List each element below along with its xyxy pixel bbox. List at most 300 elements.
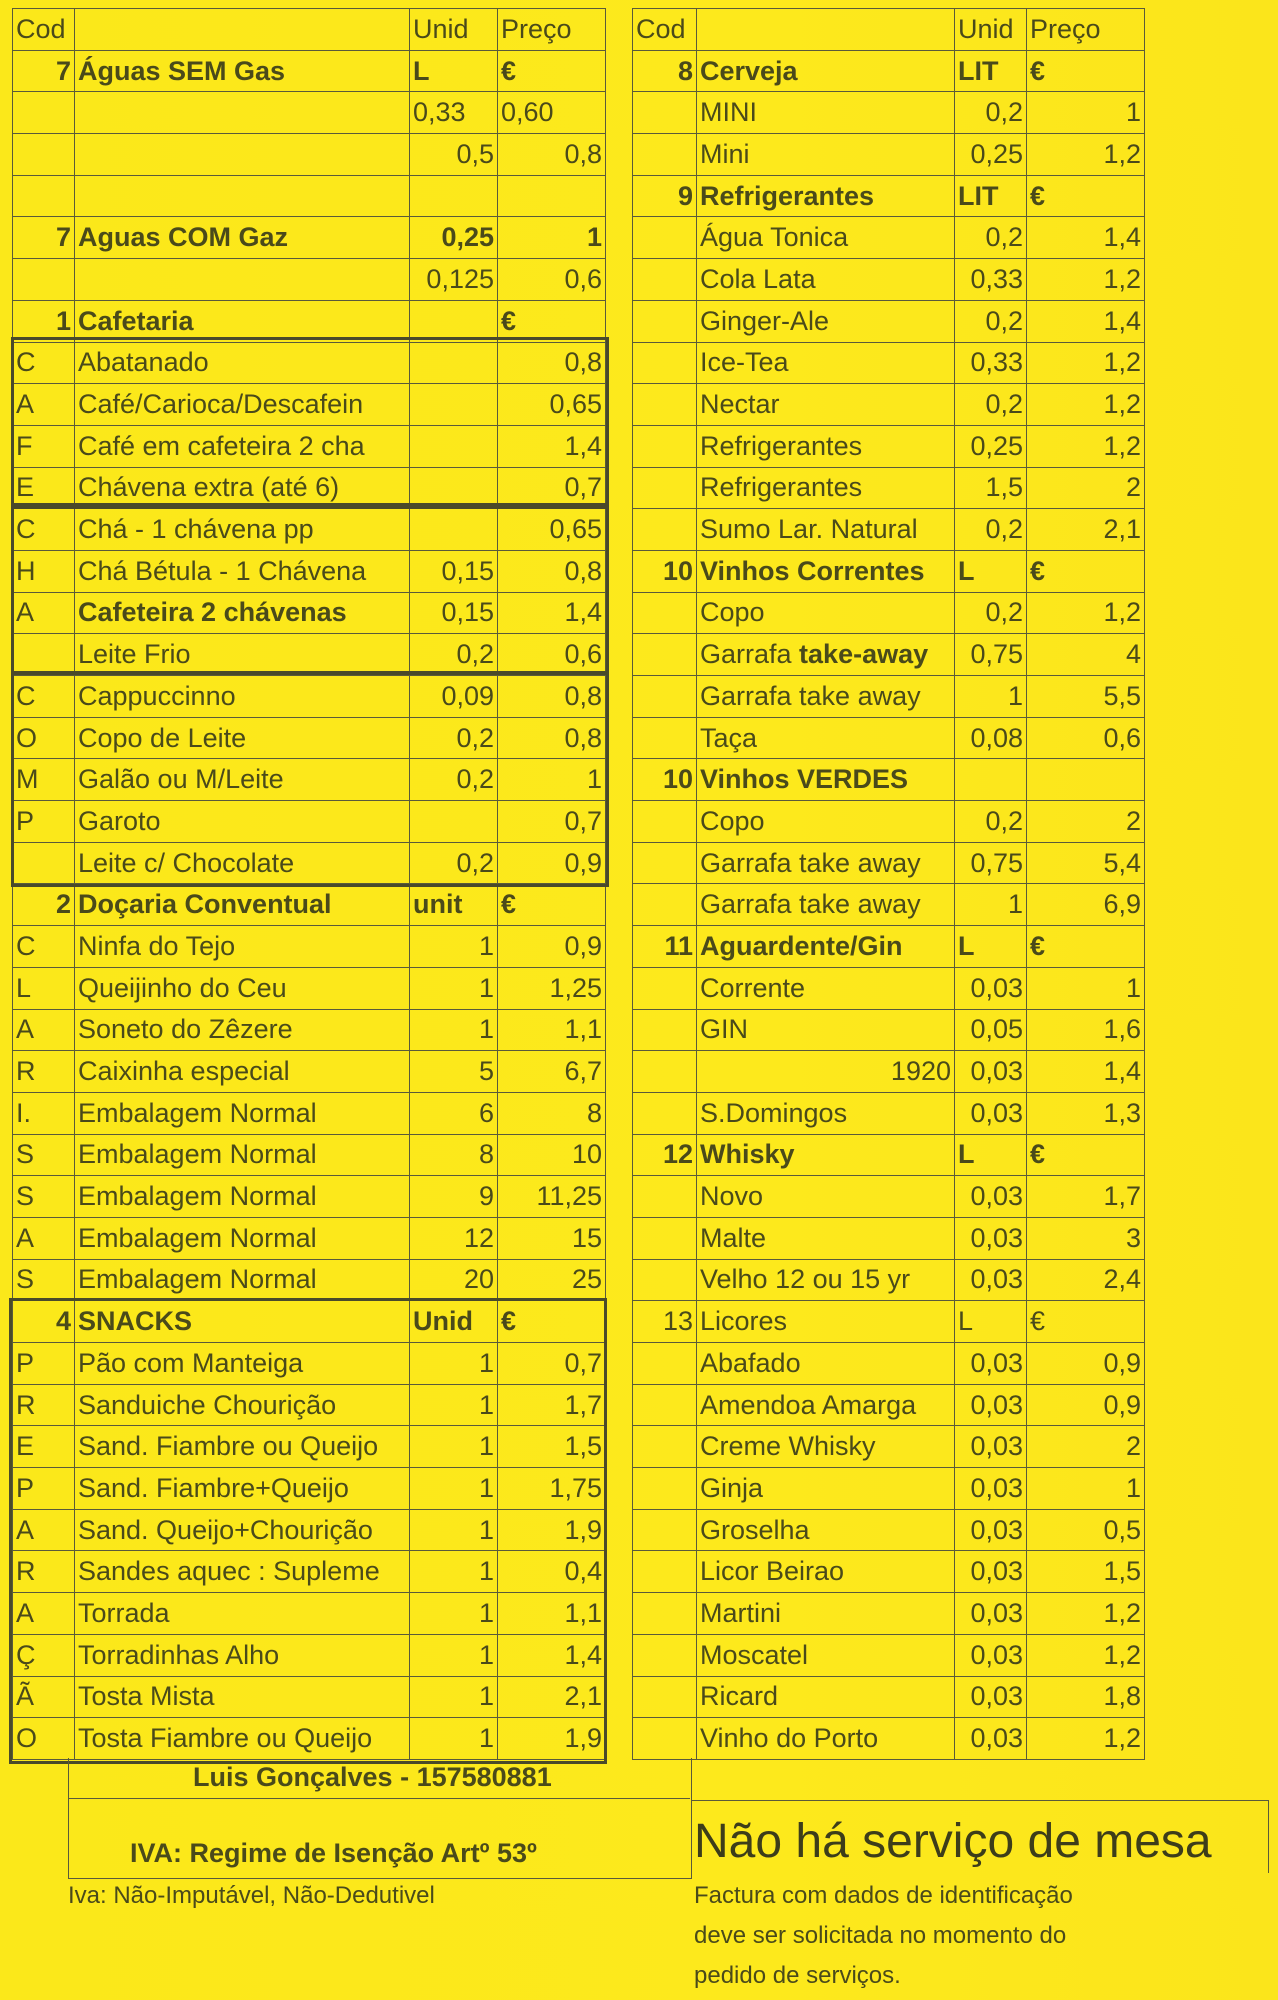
section-row [13, 50, 606, 92]
unit-cell: 1 [410, 1343, 498, 1385]
price-cell: 1,4 [1027, 300, 1145, 342]
code-cell [633, 92, 697, 134]
unit-cell: L [955, 550, 1027, 592]
header-row [633, 9, 1145, 51]
unit-cell: 0,2 [410, 842, 498, 884]
price-cell: 2,4 [1027, 1259, 1145, 1301]
price-cell: € [1027, 550, 1145, 592]
code-cell: S [13, 1134, 75, 1176]
code-cell [633, 1092, 697, 1134]
item-row [633, 801, 1145, 843]
item-row [13, 926, 606, 968]
iva-regime-text: IVA: Regime de Isenção Artº 53º [130, 1838, 537, 1868]
item-row [633, 1384, 1145, 1426]
item-row [13, 1134, 606, 1176]
name-cell: Chá - 1 chávena pp [75, 509, 410, 551]
price-cell: 1,2 [1027, 1593, 1145, 1635]
unit-cell: 1 [410, 1676, 498, 1718]
item-row [13, 1176, 606, 1218]
price-cell: 0,7 [498, 1343, 606, 1385]
unit-cell: 0,03 [955, 1551, 1027, 1593]
item-row [13, 842, 606, 884]
price-cell: 1 [1027, 1468, 1145, 1510]
name-text: Garrafa [700, 639, 800, 670]
price-cell: 0,4 [498, 1551, 606, 1593]
price-cell: € [498, 50, 606, 92]
price-cell: 1,1 [498, 1009, 606, 1051]
name-cell: Sand. Fiambre+Queijo [75, 1468, 410, 1510]
price-cell: 1,2 [1027, 342, 1145, 384]
code-cell [633, 592, 697, 634]
unit-cell: 6 [410, 1092, 498, 1134]
item-row [13, 550, 606, 592]
name-cell: Aguas COM Gaz [75, 217, 410, 259]
unit-cell [410, 425, 498, 467]
name-bold-text: take-away [799, 639, 929, 670]
section-row [633, 926, 1145, 968]
price-cell: 0,65 [498, 509, 606, 551]
code-cell: Cod [633, 9, 697, 51]
item-row [633, 1551, 1145, 1593]
code-cell [633, 1718, 697, 1760]
unit-cell: 1 [410, 1468, 498, 1510]
code-cell [13, 842, 75, 884]
name-cell: Embalagem Normal [75, 1176, 410, 1218]
price-cell: 1,7 [498, 1384, 606, 1426]
price-cell: 0,7 [498, 801, 606, 843]
item-row [633, 467, 1145, 509]
unit-cell: 0,08 [955, 717, 1027, 759]
left-price-table [12, 8, 606, 1760]
item-row [633, 1426, 1145, 1468]
price-cell: 0,9 [498, 926, 606, 968]
price-cell [1027, 759, 1145, 801]
name-cell: Cappuccinno [75, 676, 410, 718]
unit-cell: unit [410, 884, 498, 926]
price-cell: € [1027, 1134, 1145, 1176]
owner-text: Luis Gonçalves - 157580881 [193, 1762, 552, 1792]
code-cell [13, 175, 75, 217]
price-cell: 3 [1027, 1217, 1145, 1259]
unit-cell: 1 [955, 884, 1027, 926]
code-cell [633, 801, 697, 843]
name-cell [75, 92, 410, 134]
code-cell [633, 676, 697, 718]
item-row [633, 676, 1145, 718]
item-row [633, 842, 1145, 884]
code-cell [633, 717, 697, 759]
price-cell: 2 [1027, 467, 1145, 509]
code-cell [633, 1259, 697, 1301]
price-cell: 6,7 [498, 1051, 606, 1093]
price-cell: 1,2 [1027, 259, 1145, 301]
unit-cell: 0,25 [955, 425, 1027, 467]
code-cell [633, 1384, 697, 1426]
code-cell: R [13, 1551, 75, 1593]
price-cell: 1,5 [1027, 1551, 1145, 1593]
unit-cell: 0,03 [955, 967, 1027, 1009]
price-cell: 1,5 [498, 1426, 606, 1468]
name-cell: Doçaria Conventual [75, 884, 410, 926]
price-cell: € [1027, 1301, 1145, 1343]
price-cell: 2,1 [498, 1676, 606, 1718]
item-row [13, 1551, 606, 1593]
price-cell: Preço [1027, 9, 1145, 51]
section-row [13, 1301, 606, 1343]
item-row [633, 717, 1145, 759]
price-cell: 4 [1027, 634, 1145, 676]
code-cell: R [13, 1384, 75, 1426]
code-cell: A [13, 1509, 75, 1551]
price-cell: 5,5 [1027, 676, 1145, 718]
unit-cell [410, 467, 498, 509]
item-row [633, 259, 1145, 301]
unit-cell: 20 [410, 1259, 498, 1301]
name-cell: Sand. Fiambre ou Queijo [75, 1426, 410, 1468]
name-cell: S.Domingos [697, 1092, 955, 1134]
unit-cell: 0,2 [955, 509, 1027, 551]
unit-cell [410, 801, 498, 843]
name-cell: Torradinhas Alho [75, 1634, 410, 1676]
name-cell [75, 134, 410, 176]
price-cell: 1,3 [1027, 1092, 1145, 1134]
name-cell: Velho 12 ou 15 yr [697, 1259, 955, 1301]
unit-cell: 0,25 [955, 134, 1027, 176]
code-cell: 9 [633, 175, 697, 217]
code-cell [633, 1176, 697, 1218]
item-row [13, 1051, 606, 1093]
price-cell: 1,4 [498, 1634, 606, 1676]
iva-note-text: Iva: Não-Imputável, Não-Dedutivel [68, 1882, 435, 1909]
item-row [13, 1092, 606, 1134]
name-cell: Licores [697, 1301, 955, 1343]
code-cell: P [13, 801, 75, 843]
name-cell: MINI [697, 92, 955, 134]
item-row [633, 384, 1145, 426]
unit-cell: 1 [410, 926, 498, 968]
code-cell [633, 842, 697, 884]
name-cell: Torrada [75, 1593, 410, 1635]
unit-cell: 1 [410, 1426, 498, 1468]
code-cell [633, 134, 697, 176]
unit-cell: 1 [410, 1593, 498, 1635]
unit-cell: 1,5 [955, 467, 1027, 509]
item-row [13, 1593, 606, 1635]
name-cell [75, 259, 410, 301]
name-cell: Groselha [697, 1509, 955, 1551]
footer-divider [68, 1798, 690, 1799]
price-cell: 1 [498, 759, 606, 801]
unit-cell: 0,03 [955, 1468, 1027, 1510]
code-cell: F [13, 425, 75, 467]
code-cell [633, 425, 697, 467]
code-cell: S [13, 1259, 75, 1301]
name-cell: Vinhos Correntes [697, 550, 955, 592]
code-cell: I. [13, 1092, 75, 1134]
section-row [633, 1301, 1145, 1343]
name-cell: Café em cafeteira 2 cha [75, 425, 410, 467]
no-table-service-text: Não há serviço de mesa [694, 1815, 1212, 1868]
item-row [13, 1468, 606, 1510]
unit-cell: 1 [410, 1718, 498, 1760]
name-cell: Embalagem Normal [75, 1259, 410, 1301]
unit-cell: 0,2 [410, 759, 498, 801]
unit-cell [410, 509, 498, 551]
unit-cell: 0,05 [955, 1009, 1027, 1051]
item-row [13, 1259, 606, 1301]
name-cell: Creme Whisky [697, 1426, 955, 1468]
code-cell: 13 [633, 1301, 697, 1343]
unit-cell: 1 [955, 676, 1027, 718]
code-cell: 2 [13, 884, 75, 926]
unit-cell: 5 [410, 1051, 498, 1093]
price-cell: 1,8 [1027, 1676, 1145, 1718]
item-row [13, 1384, 606, 1426]
unit-cell: 0,15 [410, 550, 498, 592]
unit-cell: 0,03 [955, 1593, 1027, 1635]
price-cell: 10 [498, 1134, 606, 1176]
price-cell: 0,8 [498, 717, 606, 759]
code-cell: 8 [633, 50, 697, 92]
unit-cell [410, 384, 498, 426]
section-row [633, 175, 1145, 217]
price-cell: 1,9 [498, 1718, 606, 1760]
unit-cell: 0,03 [955, 1634, 1027, 1676]
code-cell: A [13, 592, 75, 634]
right-price-table [632, 8, 1145, 1760]
unit-cell: 0,03 [955, 1384, 1027, 1426]
name-cell: Cerveja [697, 50, 955, 92]
name-cell: GIN [697, 1009, 955, 1051]
name-cell: Refrigerantes [697, 175, 955, 217]
price-cell [498, 175, 606, 217]
code-cell: E [13, 1426, 75, 1468]
code-cell: Ç [13, 1634, 75, 1676]
price-cell: 0,9 [498, 842, 606, 884]
code-cell [633, 1051, 697, 1093]
code-cell [633, 1468, 697, 1510]
name-cell: Malte [697, 1217, 955, 1259]
unit-cell: 0,33 [955, 342, 1027, 384]
item-row [13, 1676, 606, 1718]
item-row [633, 425, 1145, 467]
item-row [13, 1009, 606, 1051]
code-cell: A [13, 1217, 75, 1259]
code-cell [13, 259, 75, 301]
price-cell: 0,9 [1027, 1384, 1145, 1426]
name-cell: Garoto [75, 801, 410, 843]
unit-cell: 1 [410, 1384, 498, 1426]
name-cell: Amendoa Amarga [697, 1384, 955, 1426]
unit-cell: 0,09 [410, 676, 498, 718]
name-cell: Vinho do Porto [697, 1718, 955, 1760]
price-cell: € [1027, 175, 1145, 217]
code-cell [633, 509, 697, 551]
price-cell: 1 [498, 217, 606, 259]
price-cell: 15 [498, 1217, 606, 1259]
code-cell: P [13, 1468, 75, 1510]
price-cell: 1,2 [1027, 134, 1145, 176]
code-cell: L [13, 967, 75, 1009]
name-cell: Novo [697, 1176, 955, 1218]
section-row [13, 884, 606, 926]
code-cell [13, 634, 75, 676]
item-row [13, 676, 606, 718]
price-cell: 1,9 [498, 1509, 606, 1551]
code-cell [633, 884, 697, 926]
price-cell: 6,9 [1027, 884, 1145, 926]
code-cell [633, 1551, 697, 1593]
unit-cell: 0,2 [955, 92, 1027, 134]
unit-cell: 0,75 [955, 842, 1027, 884]
name-cell: Ricard [697, 1676, 955, 1718]
item-row [633, 300, 1145, 342]
item-row [633, 1176, 1145, 1218]
name-cell: Sanduiche Chourição [75, 1384, 410, 1426]
name-cell: Leite c/ Chocolate [75, 842, 410, 884]
item-row [633, 967, 1145, 1009]
price-cell: 2,1 [1027, 509, 1145, 551]
unit-cell: 0,2 [955, 384, 1027, 426]
unit-cell: L [955, 1301, 1027, 1343]
price-cell: 1,6 [1027, 1009, 1145, 1051]
price-cell: 0,8 [498, 134, 606, 176]
unit-cell: 0,03 [955, 1176, 1027, 1218]
name-cell: Moscatel [697, 1634, 955, 1676]
unit-cell: 0,2 [410, 634, 498, 676]
unit-cell: LIT [955, 175, 1027, 217]
unit-cell: 0,125 [410, 259, 498, 301]
name-cell: Martini [697, 1593, 955, 1635]
code-cell: P [13, 1343, 75, 1385]
unit-cell: L [955, 1134, 1027, 1176]
name-cell: Queijinho do Ceu [75, 967, 410, 1009]
unit-cell: 8 [410, 1134, 498, 1176]
unit-cell: 1 [410, 967, 498, 1009]
name-cell: Copo [697, 801, 955, 843]
item-row [13, 592, 606, 634]
unit-cell: 0,03 [955, 1343, 1027, 1385]
item-row [633, 1509, 1145, 1551]
name-cell: Refrigerantes [697, 467, 955, 509]
item-row [13, 967, 606, 1009]
name-cell: Vinhos VERDES [697, 759, 955, 801]
price-cell: € [1027, 926, 1145, 968]
name-cell: 1920 [697, 1051, 955, 1093]
section-row [633, 550, 1145, 592]
code-cell: C [13, 926, 75, 968]
section-row [633, 759, 1145, 801]
unit-cell: 0,03 [955, 1718, 1027, 1760]
code-cell: 12 [633, 1134, 697, 1176]
price-cell: 0,9 [1027, 1343, 1145, 1385]
name-cell: Soneto do Zêzere [75, 1009, 410, 1051]
unit-cell: 0,03 [955, 1092, 1027, 1134]
name-cell [697, 634, 955, 676]
name-cell: Licor Beirao [697, 1551, 955, 1593]
unit-cell: 12 [410, 1217, 498, 1259]
code-cell: 10 [633, 759, 697, 801]
item-row [633, 92, 1145, 134]
name-cell: Cola Lata [697, 259, 955, 301]
item-row [13, 342, 606, 384]
unit-cell: 0,2 [955, 300, 1027, 342]
item-row [13, 1634, 606, 1676]
unit-cell: L [410, 50, 498, 92]
invoice-note-line-1: Factura com dados de identificação [694, 1882, 1073, 1909]
item-row [13, 1509, 606, 1551]
name-cell: Ice-Tea [697, 342, 955, 384]
code-cell: 7 [13, 217, 75, 259]
item-row [633, 592, 1145, 634]
price-cell: 0,8 [498, 342, 606, 384]
price-cell: 0,60 [498, 92, 606, 134]
item-row [13, 92, 606, 134]
code-cell [633, 259, 697, 301]
name-cell: Pão com Manteiga [75, 1343, 410, 1385]
price-cell: 8 [498, 1092, 606, 1134]
unit-cell: 0,33 [410, 92, 498, 134]
name-cell: Taça [697, 717, 955, 759]
price-cell: € [498, 1301, 606, 1343]
name-cell: Mini [697, 134, 955, 176]
item-row [633, 1217, 1145, 1259]
price-cell: 0,65 [498, 384, 606, 426]
name-cell: Leite Frio [75, 634, 410, 676]
unit-cell: 1 [410, 1551, 498, 1593]
price-cell: 1 [1027, 92, 1145, 134]
unit-cell: L [955, 926, 1027, 968]
price-cell: 1,2 [1027, 425, 1145, 467]
unit-cell: Unid [955, 9, 1027, 51]
code-cell [633, 1343, 697, 1385]
code-cell: S [13, 1176, 75, 1218]
price-cell: 1,25 [498, 967, 606, 1009]
price-cell: € [1027, 50, 1145, 92]
price-cell: 1,7 [1027, 1176, 1145, 1218]
code-cell [633, 342, 697, 384]
unit-cell: 0,03 [955, 1426, 1027, 1468]
code-cell [633, 1009, 697, 1051]
header-row [13, 9, 606, 51]
item-row [633, 1676, 1145, 1718]
price-cell: € [498, 300, 606, 342]
name-cell: Tosta Fiambre ou Queijo [75, 1718, 410, 1760]
item-row [633, 634, 1145, 676]
name-cell: Cafeteira 2 chávenas [75, 592, 410, 634]
item-row [633, 217, 1145, 259]
name-cell: Ginja [697, 1468, 955, 1510]
item-row [633, 1343, 1145, 1385]
unit-cell [410, 175, 498, 217]
name-cell: Garrafa take away [697, 884, 955, 926]
unit-cell: 9 [410, 1176, 498, 1218]
code-cell [633, 1593, 697, 1635]
code-cell: C [13, 676, 75, 718]
item-row [13, 801, 606, 843]
name-cell: Ninfa do Tejo [75, 926, 410, 968]
item-row [633, 1009, 1145, 1051]
name-cell: Café/Carioca/Descafein [75, 384, 410, 426]
price-cell: 1,2 [1027, 592, 1145, 634]
code-cell: A [13, 384, 75, 426]
name-cell: Sandes aquec : Supleme [75, 1551, 410, 1593]
item-row [13, 509, 606, 551]
code-cell: 1 [13, 300, 75, 342]
name-cell: Nectar [697, 384, 955, 426]
item-row [633, 1634, 1145, 1676]
item-row [633, 884, 1145, 926]
